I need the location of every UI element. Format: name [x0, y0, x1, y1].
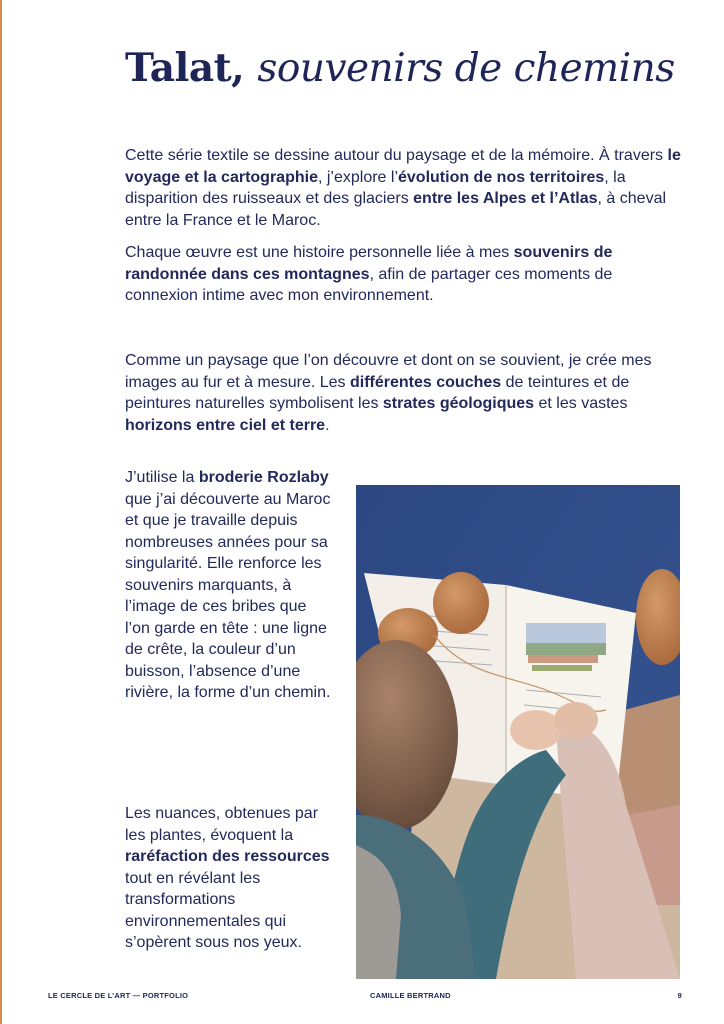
photo-illustration	[356, 485, 680, 979]
text: Les nuances, obtenues par les plantes, évoquent la	[125, 805, 319, 844]
emphasis: strates géologiques	[382, 395, 535, 412]
intro-paragraph	[125, 145, 687, 231]
text: Comme un paysage que l’on découvre et dont on se souvient, je crée mes images au fur et à mesure. Les	[125, 352, 652, 391]
emphasis: entre les Alpes et l’Atlas	[413, 190, 598, 207]
text: que j’ai découverte au Maroc et que je travaille depuis nombreuses années pour sa singularité. Elle renforce les souvenirs marquants, à l’image de ces bribes que l’on garde en tête : une ligne de crête, la couleur d’un buisson, l’absence d’une rivière, la forme d’un chemin.	[125, 490, 331, 701]
footer-publication: LE CERCLE DE L’ART — PORTFOLIO	[48, 991, 189, 1000]
text: tout en révélant les transformations environnementales qui s’opèrent sous nos yeux.	[125, 869, 302, 951]
text: , à cheval entre la France et le Maroc.	[125, 190, 667, 229]
emphasis: le voyage et la cartographie	[125, 147, 681, 186]
artist-working-photo	[356, 485, 680, 979]
emphasis: évolution de nos territoires	[398, 168, 605, 186]
emphasis: raréfaction des ressources	[125, 848, 330, 865]
text: J’utilise la	[125, 469, 199, 486]
embroidery-paragraph	[125, 467, 335, 704]
text: , j’explore l’	[317, 168, 398, 186]
text: Cette série textile se dessine autour du paysage et de la mémoire. À travers	[125, 147, 668, 164]
emphasis: souvenirs de randonnée dans ces montagnes	[125, 244, 613, 283]
footer-artist-name: CAMILLE BERTRAND	[370, 991, 451, 1000]
nuances-paragraph	[125, 803, 335, 954]
landscape-paragraph	[125, 350, 687, 436]
emphasis: différentes couches	[350, 373, 502, 391]
page-edge-accent	[0, 0, 2, 1024]
text: , afin de partager ces moments de connexion intime avec mon environnement.	[125, 265, 613, 304]
page-title	[125, 42, 675, 95]
emphasis: horizons entre ciel et terre	[125, 416, 326, 434]
page-number: 9	[677, 991, 682, 1000]
emphasis: broderie Rozlaby	[198, 469, 329, 486]
text: et les vastes	[534, 395, 628, 412]
personal-story-paragraph	[125, 242, 687, 307]
text: Chaque œuvre est une histoire personnelle liée à mes	[125, 244, 514, 261]
text: .	[325, 416, 330, 434]
text: de teintures et de peintures naturelles symbolisent les	[125, 373, 630, 412]
title-main: Talat,	[125, 45, 245, 91]
text: , la disparition des ruisseaux et des glaciers	[125, 168, 626, 207]
title-italic: souvenirs de chemins	[257, 46, 675, 91]
